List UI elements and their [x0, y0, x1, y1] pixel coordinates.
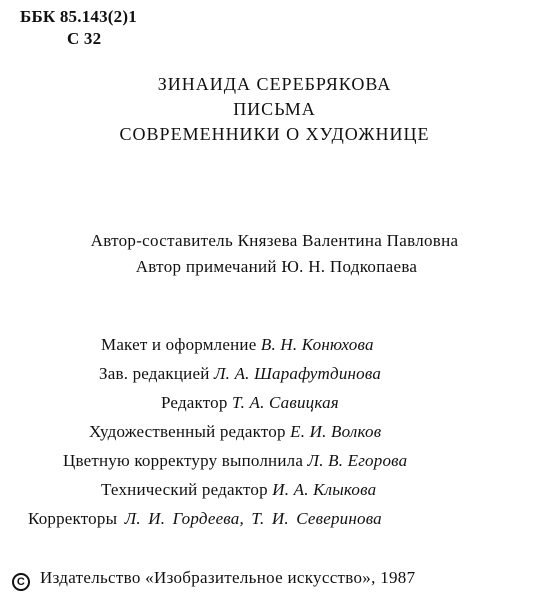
credit-person: Е. И. Волков [290, 422, 382, 441]
authors-block [0, 228, 549, 280]
credit-role: Цветную корректуру выполнила [63, 451, 304, 470]
credit-person: Л. И. Гордеева, Т. И. Северинова [124, 509, 382, 528]
copyright-icon: C [12, 573, 30, 591]
credit-line [0, 388, 549, 417]
credit-role: Художественный редактор [89, 422, 286, 441]
credit-line [0, 504, 549, 533]
bbk-classification [20, 6, 137, 50]
credit-role: Редактор [161, 393, 228, 412]
credit-role: Макет и оформление [101, 335, 257, 354]
credit-person: Л. В. Егорова [307, 451, 408, 470]
credit-role: Корректоры [28, 509, 118, 528]
book-title-sub: СОВРЕМЕННИКИ О ХУДОЖНИЦЕ [119, 124, 430, 144]
credit-line [0, 475, 549, 504]
credit-line [0, 359, 549, 388]
credit-person: Т. А. Савицкая [232, 393, 339, 412]
book-title-main: ПИСЬМА [233, 99, 316, 119]
credit-line [0, 446, 549, 475]
credit-person: Л. А. Шарафутдинова [213, 364, 382, 383]
book-titles [0, 72, 549, 147]
bbk-code: ББК 85.143(2)1 [20, 7, 137, 26]
notes-author-line: Автор примечаний Ю. Н. Подкопаева [135, 257, 418, 276]
credit-role: Технический редактор [101, 480, 268, 499]
book-title-author: ЗИНАИДА СЕРЕБРЯКОВА [157, 74, 392, 94]
author-mark: С 32 [67, 29, 102, 48]
credit-line [0, 330, 549, 359]
credit-person: И. А. Клыкова [272, 480, 377, 499]
credit-role: Зав. редакцией [99, 364, 210, 383]
credit-person: В. Н. Конюхова [260, 335, 374, 354]
compiler-line: Автор-составитель Князева Валентина Павловна [90, 231, 459, 250]
credits-list [0, 330, 549, 533]
credit-line [0, 417, 549, 446]
copyright-line [0, 566, 549, 591]
copyright-text: Издательство «Изобразительное искусство», 1987 [40, 568, 416, 587]
